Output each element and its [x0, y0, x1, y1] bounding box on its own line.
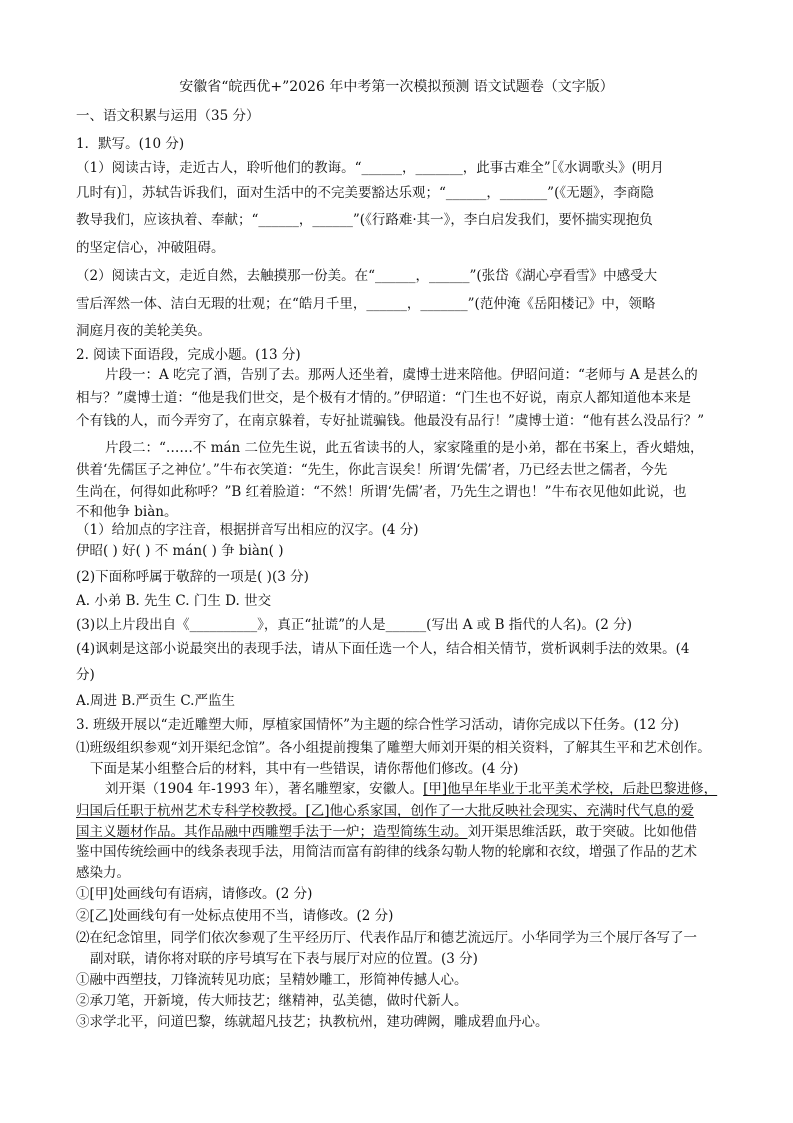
task-text: 下面是某小组整合后的材料，其中有一些错误，请你帮他们修改。(4 分) [90, 761, 519, 777]
couplet-item: ②承刀笔，开新境，传大师技艺；继精神，弘美德，做时代新人。 [76, 993, 468, 1009]
answer-options: A. 小弟 B. 先生 C. 门生 D. 世交 [76, 593, 272, 609]
question-1-text: （2）阅读古文，走近自然，去触摸那一份美。在“______，______”(张岱《湖心亭看雪》中感受大 [76, 268, 658, 284]
question-1-text: （1）阅读古诗，走近古人，聆听他们的教诲。“______，_______，此事古难全”［《水调歌头》(明月 [76, 160, 664, 176]
sub-question: (2)下面称呼属于敬辞的一项是( )(3 分) [76, 569, 309, 585]
question-1-text: 教导我们，应该执着、奉献；“______，______”(《行路难·其一》，李白启发我们，要怀揣实现抱负 [76, 212, 653, 228]
sub-task: ②[乙]处画线句有一处标点使用不当，请修改。(2 分) [76, 908, 394, 924]
material-text [76, 824, 726, 841]
passage-text: 供着‘先儒匡子之神位’。”牛布衣笑道：“先生，你此言误矣！所谓‘先儒’者，乃已经去世之儒者，今先 [76, 462, 668, 478]
sub-question: （1）给加点的字注音，根据拼音写出相应的汉字。(4 分) [76, 522, 419, 538]
page-title: 安徽省“皖西优+”2026 年中考第一次模拟预测 语文试题卷（文字版） [179, 79, 614, 95]
material-text [105, 781, 726, 798]
underlined-sentence: 归国后任职于杭州艺术专科学校教授。[乙]他心系家国，创作了一大批反映社会现实、充满时代气息的爱 [76, 803, 695, 819]
passage-text: 片段二：“……不 mán 二位先生说，此五省读书的人，家家隆重的是小弟，都在书案上，香火蜡烛， [105, 440, 704, 456]
material-plain: 刘开渠思维活跃，敢于突破。比如他借 [467, 824, 697, 840]
material-text: 感染力。 [76, 865, 130, 881]
question-2-heading: 2. 阅读下面语段，完成小题。(13 分) [76, 347, 301, 363]
passage-text: 不和他争 biàn。 [76, 504, 178, 520]
question-1-text: 的坚定信心，冲破阻碍。 [76, 240, 225, 256]
sub-question: (4)讽刺是这部小说最突出的表现手法，请从下面任选一个人，结合相关情节，赏析讽刺手法的效果。(4 [76, 641, 690, 657]
passage-text: 个有钱的人，而今弄穷了，在南京躲着，专好扯谎骗钱。他最没有品行！”虞博士道：“他有甚么没品行？” [76, 413, 705, 429]
section-heading: 一、语文积累与运用（35 分） [76, 108, 260, 124]
passage-text: 片段一：A 吃完了酒，告别了去。那两人还坐着，虞博士进来陪他。伊昭问道：“老师与 A 是甚么的 [105, 367, 698, 383]
task-text: ⑵在纪念馆里，同学们依次参观了生平经历厅、代表作品厅和德艺流远厅。小华同学为三个展厅各写了一 [76, 930, 697, 946]
material-plain: 刘开渠（1904 年-1993 年），著名雕塑家，安徽人。 [105, 781, 424, 797]
answer-blanks: 伊昭( ) 好( ) 不 mán( ) 争 biàn( ) [76, 543, 284, 559]
couplet-item: ③求学北平，问道巴黎，练就超凡技艺；执教杭州，建功碑阙，雕成碧血丹心。 [76, 1014, 549, 1030]
underlined-sentence-yi: 国主义题材作品。 [76, 824, 184, 840]
question-1-text: 洞庭月夜的美轮美奂。 [76, 323, 211, 339]
answer-options: A.周进 B.严贡生 C.严监生 [76, 693, 235, 709]
task-text: ⑴班级组织参观“刘开渠纪念馆”。各小组提前搜集了雕塑大师刘开渠的相关资料，了解其生平和艺术创作。 [76, 740, 711, 756]
sub-task: ①[甲]处画线句有语病，请修改。(2 分) [76, 886, 313, 902]
material-text: 鉴中国传统绘画中的线条表现手法，用简洁而富有韵律的线条勾勒人物的轮廓和衣纹，增强了作品的艺术 [76, 844, 697, 860]
question-1-text: 几时有)］，苏轼告诉我们，面对生活中的不完美要豁达乐观；“______，_______”(《无题》，李商隐 [76, 185, 654, 201]
task-text: 副对联，请你将对联的序号填写在下表与展厅对应的位置。(3 分) [90, 951, 478, 967]
question-3-heading: 3. 班级开展以“走近雕塑大师，厚植家国情怀”为主题的综合性学习活动，请你完成以下任务。(12 分) [76, 717, 679, 733]
passage-text: 生尚在，何得如此称呼？”B 红着脸道：“不然！所谓‘先儒’者，乃先生之谓也！”牛布衣见他如此说，也 [76, 484, 687, 500]
underlined-sentence: 其作品融中西雕塑手法于一炉；造型简练生动。 [184, 824, 468, 840]
sub-question: 分) [76, 667, 95, 683]
underlined-sentence-jia: [甲]他早年毕业于北平美术学校，后赴巴黎进修， [423, 781, 718, 797]
couplet-item: ①融中西塑技，刀锋流转见功底；呈精妙雕工，形简神传撼人心。 [76, 972, 468, 988]
question-1-heading: 1．默写。(10 分) [76, 136, 185, 152]
passage-text: 相与？”虞博士道：“他是我们世交，是个极有才情的。”伊昭道：“门生也不好说，南京人都知道他本来是 [76, 390, 691, 406]
question-1-text: 雪后浑然一体、洁白无瑕的壮观；在“皓月千里，______，_______”(范仲淹《岳阳楼记》中，领略 [76, 296, 656, 312]
sub-question: (3)以上片段出自《__________》，真正“扯谎”的人是______(写出 A 或 B 指代的人名)。(2 分) [76, 617, 632, 633]
